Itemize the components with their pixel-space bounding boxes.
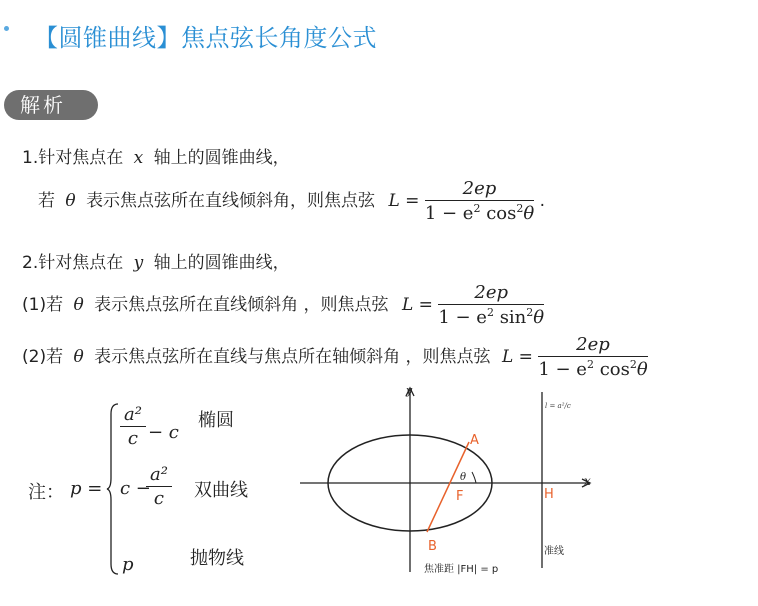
left-brace-icon [106,402,120,576]
point-h-label: H [544,487,554,502]
case1-denominator: c [127,428,139,449]
item2a-numerator: 2ep [438,282,544,305]
item2b-text: 表示焦点弦所在直线与焦点所在轴倾斜角 ，则焦点弦 [94,347,491,367]
case2-fraction [146,464,172,509]
item1-numerator: 2ep [425,178,534,201]
item1-denominator: $1 - e^2$ $\cos^2\theta$ [424,202,535,224]
item2b-denominator: $1 - e^2$ $\cos^2\theta$ [538,358,648,380]
item1-theta: θ [65,191,76,211]
note-piecewise [28,398,298,580]
item2a-lhs: L = [401,295,433,315]
item2b-prefix: (2)若 [22,347,64,367]
point-a-label: A [470,433,479,448]
note-p-eq: p = [70,478,103,499]
analysis-badge: 解析 [4,90,98,120]
item2b-formula-line [22,334,648,380]
item1-heading [22,143,290,168]
point-f-label: F [456,489,464,504]
item1-prefix: 若 [38,191,55,211]
diagram-caption: 焦准距 |FH| = p [424,564,499,575]
item1-label: 1.针对焦点在 [22,148,124,168]
point-b-label: B [428,539,437,554]
item2b-numerator: 2ep [538,334,647,357]
angle-arc [472,472,476,483]
page-title: 【圆锥曲线】焦点弦长角度公式 [34,24,377,52]
item1-end: . [539,191,545,211]
item2a-fraction [438,282,544,328]
item1-text: 表示焦点弦所在直线倾斜角，则焦点弦 [86,191,376,211]
case1-numerator: a² [120,404,146,427]
ellipse-diagram [298,382,598,578]
case1-tail: − c [148,422,179,443]
item2a-theta: θ [73,295,84,315]
item1-var: x [133,148,144,168]
title-bullet-icon [4,26,9,31]
item2b-lhs: L = [501,347,533,367]
directrix-label: 准线 [544,546,564,557]
item2b-fraction [538,334,647,380]
case2-name: 双曲线 [194,480,248,501]
case2-numerator: a² [146,464,172,487]
note-label: 注： [28,482,64,503]
x-axis-label: x [584,474,591,488]
item2-var: y [133,253,144,273]
item2a-prefix: (1)若 [22,295,64,315]
focal-chord [427,442,469,532]
case3-var: p [122,554,134,575]
item1-tail: 轴上的圆锥曲线， [153,148,290,168]
item2a-text: 表示焦点弦所在直线倾斜角 ，则焦点弦 [94,295,389,315]
item2-tail: 轴上的圆锥曲线， [153,253,290,273]
case1-fraction [120,404,146,449]
item1-lhs: L = [388,191,420,211]
case3-name: 抛物线 [190,548,244,569]
directrix-equation: l = a²/c [545,402,571,410]
item2-label: 2.针对焦点在 [22,253,124,273]
item2a-formula-line [22,282,544,328]
item2a-denominator: $1 - e^2$ $\sin^2\theta$ [438,306,545,328]
case2-pre: c − [120,478,151,499]
angle-label: θ [460,472,467,483]
case2-denominator: c [153,488,165,509]
item2b-theta: θ [73,347,84,367]
y-axis-label: y [406,384,413,397]
item1-fraction [425,178,534,224]
case1-name: 椭圆 [198,410,234,431]
item1-formula-line [38,178,545,224]
item2-heading [22,248,290,273]
